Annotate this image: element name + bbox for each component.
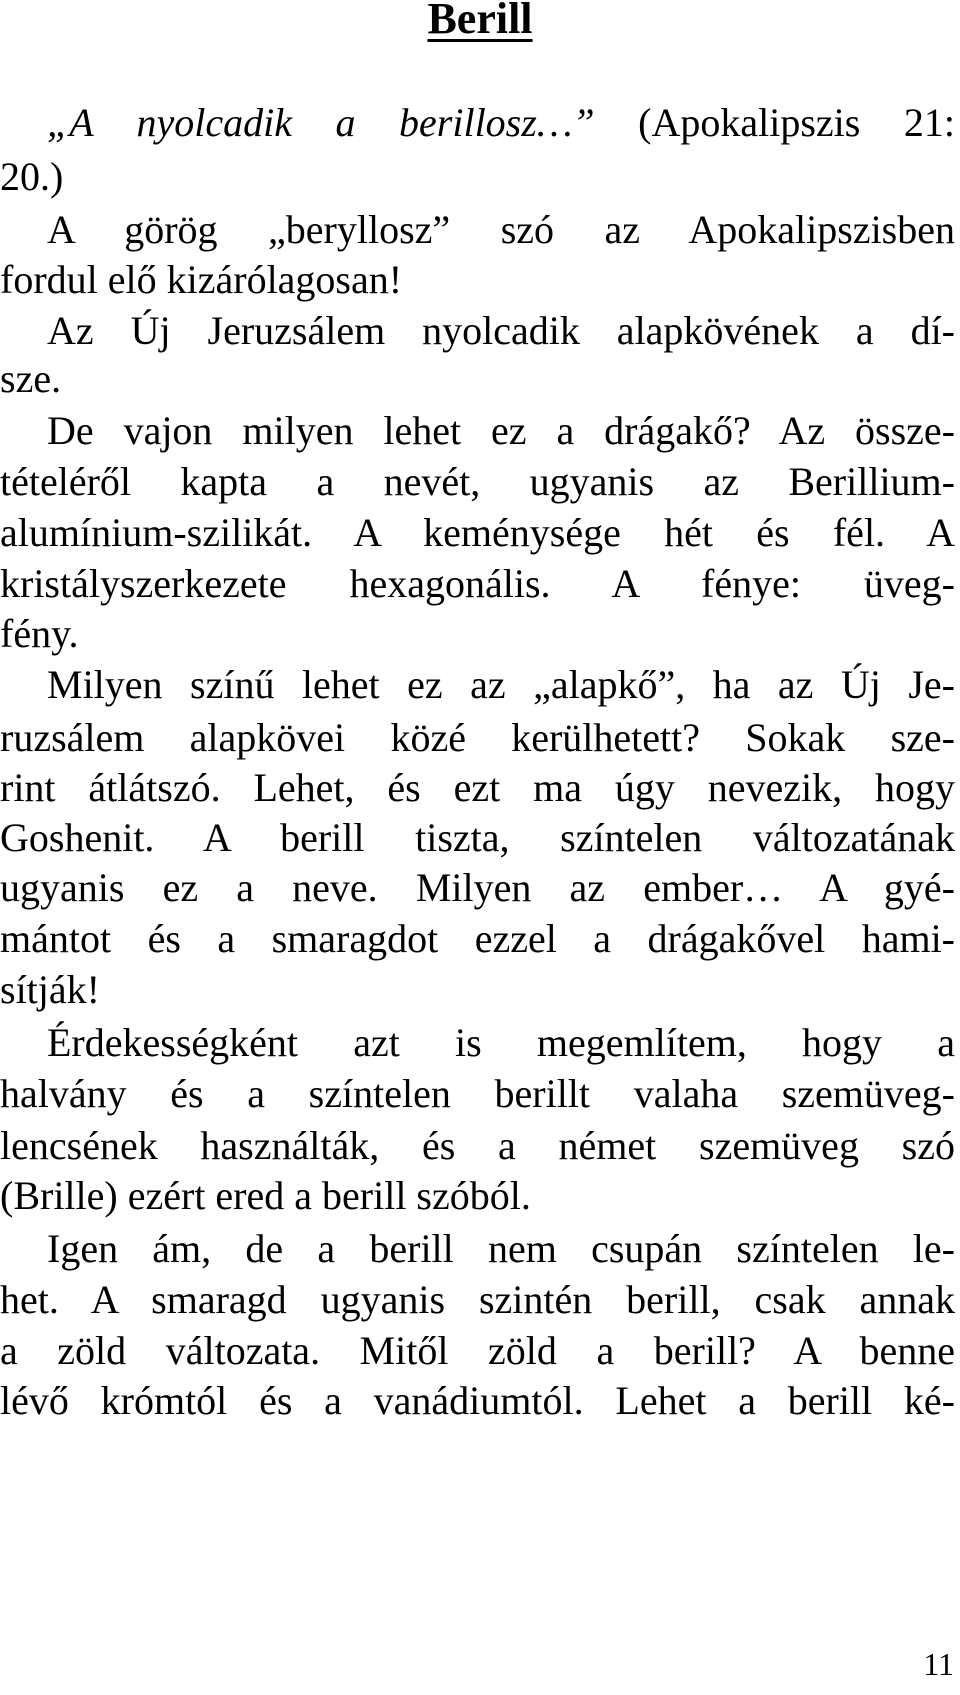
text-line-7: De vajon milyen lehet ez a drágakő? Az össze- bbox=[47, 408, 955, 453]
quote-reference: (Apokalipszis 21: bbox=[594, 100, 955, 145]
page-title: Berill bbox=[427, 0, 533, 43]
text-line-12: Milyen színű lehet ez az „alapkő”, ha az Új Je- bbox=[47, 662, 955, 707]
text-line-17: mántot és a smaragdot ezzel a drágakővel hami- bbox=[0, 916, 955, 961]
text-line-15: Goshenit. A berill tiszta, színtelen változatának bbox=[0, 815, 955, 860]
text-line-3: A görög „beryllosz” szó az Apokalipszisben bbox=[47, 207, 955, 252]
text-line-13: ruzsálem alapkövei közé kerülhetett? Sokak sze- bbox=[0, 715, 955, 760]
text-line-24: het. A smaragd ugyanis szintén berill, csak annak bbox=[0, 1277, 955, 1322]
text-line-10: kristályszerkezete hexagonális. A fénye: üveg- bbox=[0, 561, 955, 606]
text-line-25: a zöld változata. Mitől zöld a berill? A benne bbox=[0, 1328, 955, 1373]
text-line-2: 20.) bbox=[0, 154, 64, 199]
text-line-26: lévő krómtól és a vanádiumtól. Lehet a berill ké- bbox=[0, 1378, 955, 1423]
text-line-6: sze. bbox=[0, 356, 62, 401]
quote-text: „A nyolcadik a berillosz…” bbox=[47, 100, 595, 145]
text-line-11: fény. bbox=[0, 611, 79, 656]
text-line-22: (Brille) ezért ered a berill szóból. bbox=[0, 1173, 531, 1218]
text-line-1 bbox=[47, 100, 955, 146]
text-line-16: ugyanis ez a neve. Milyen az ember… A gyé- bbox=[0, 865, 955, 910]
text-line-9: alumínium-szilikát. A keménysége hét és fél. A bbox=[0, 510, 955, 555]
text-line-5: Az Új Jeruzsálem nyolcadik alapkövének a dí- bbox=[47, 308, 955, 353]
text-line-19: Érdekességként azt is megemlítem, hogy a bbox=[47, 1020, 955, 1065]
text-line-14: rint átlátszó. Lehet, és ezt ma úgy nevezik, hogy bbox=[0, 765, 955, 810]
text-line-4: fordul elő kizárólagosan! bbox=[0, 257, 403, 302]
text-line-20: halvány és a színtelen berillt valaha szemüveg- bbox=[0, 1071, 955, 1116]
text-line-18: sítják! bbox=[0, 967, 100, 1012]
text-line-23: Igen ám, de a berill nem csupán színtelen le- bbox=[47, 1226, 955, 1271]
text-line-8: tételéről kapta a nevét, ugyanis az Berillium- bbox=[0, 459, 955, 504]
page-number: 11 bbox=[923, 1646, 954, 1682]
text-line-21: lencsének használták, és a német szemüveg szó bbox=[0, 1123, 955, 1168]
